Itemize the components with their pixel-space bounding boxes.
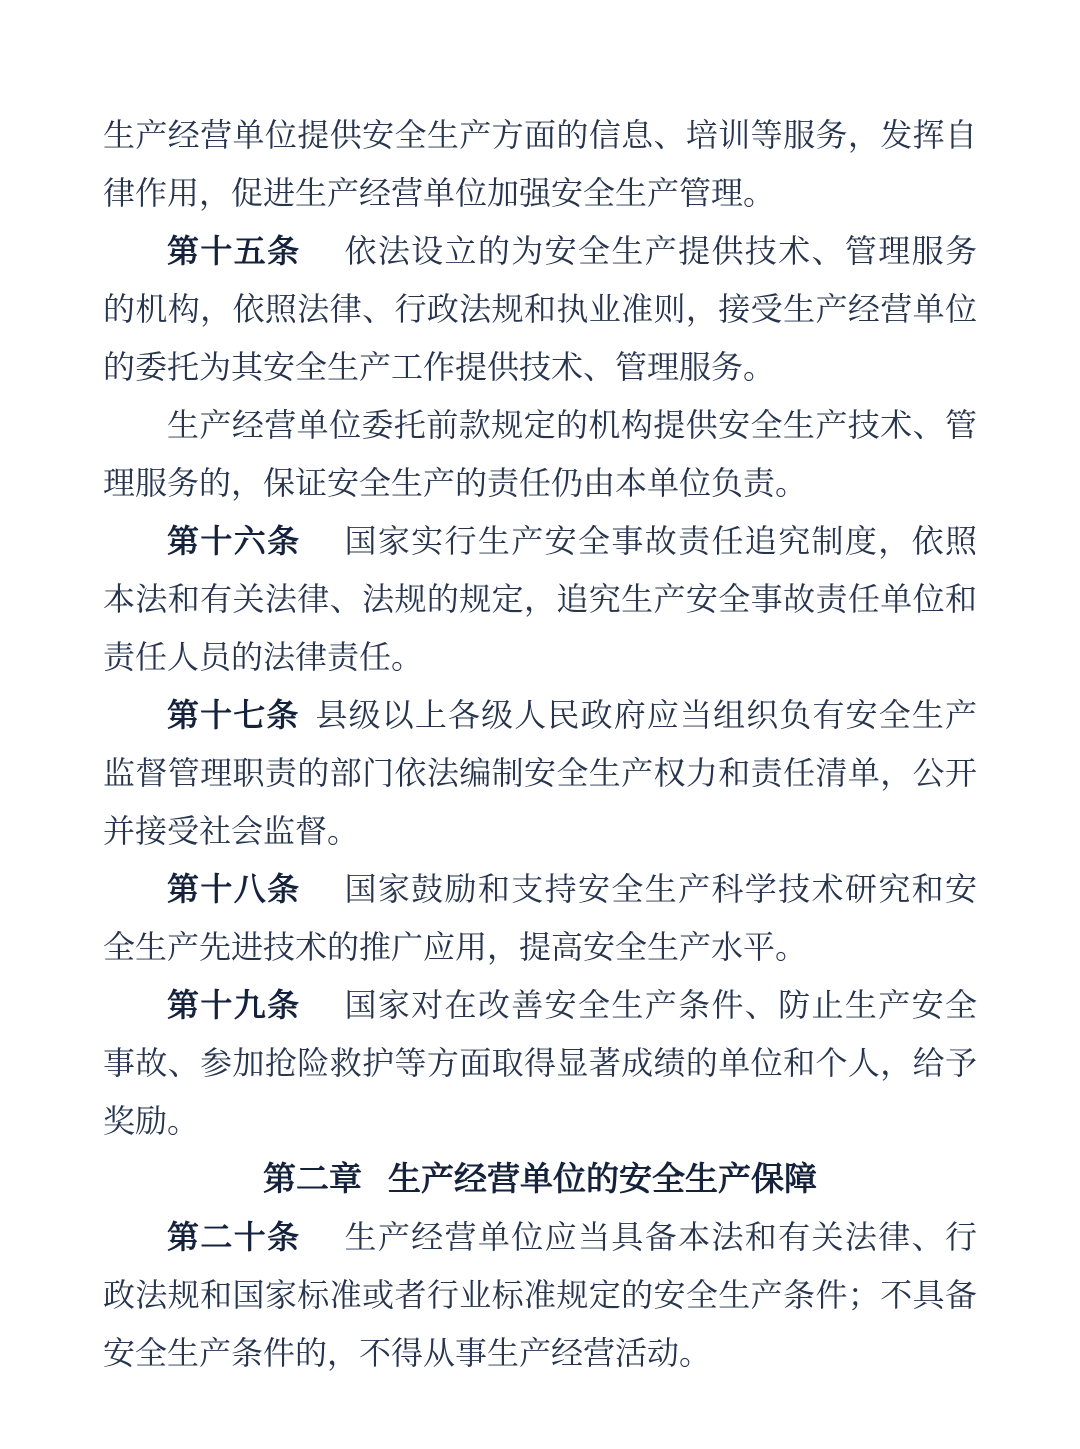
article-20-paragraph	[103, 1208, 977, 1382]
article-16-paragraph	[103, 512, 977, 686]
article-18-text: 国家鼓励和支持安全生产科学技术研究和安全生产先进技术的推广应用，提高安全生产水平。	[103, 871, 977, 965]
chapter-2-heading	[103, 1150, 977, 1208]
article-19-number: 第十九条	[167, 986, 301, 1024]
article-18-paragraph	[103, 860, 977, 976]
article-15-number: 第十五条	[167, 232, 301, 270]
chapter-2-title: 生产经营单位的安全生产保障	[388, 1159, 817, 1198]
paragraph-text: 生产经营单位提供安全生产方面的信息、培训等服务，发挥自律作用，促进生产经营单位加强安全生产管理。	[103, 117, 977, 211]
article-20-text: 生产经营单位应当具备本法和有关法律、行政法规和国家标准或者行业标准规定的安全生产条件；不具备安全生产条件的，不得从事生产经营活动。	[103, 1219, 977, 1371]
article-17-paragraph	[103, 686, 977, 860]
article-20-number: 第二十条	[167, 1218, 301, 1256]
paragraph-continuation	[103, 106, 977, 222]
article-16-number: 第十六条	[167, 522, 301, 560]
article-17-text: 县级以上各级人民政府应当组织负有安全生产监督管理职责的部门依法编制安全生产权力和责任清单，公开并接受社会监督。	[103, 697, 977, 849]
article-15-second-paragraph	[103, 396, 977, 512]
article-17-number: 第十七条	[167, 696, 300, 734]
article-19-paragraph	[103, 976, 977, 1150]
article-18-number: 第十八条	[167, 870, 301, 908]
chapter-2-number: 第二章	[263, 1159, 362, 1198]
article-15-text: 依法设立的为安全生产提供技术、管理服务的机构，依照法律、行政法规和执业准则，接受生产经营单位的委托为其安全生产工作提供技术、管理服务。	[103, 233, 977, 385]
article-16-text: 国家实行生产安全事故责任追究制度，依照本法和有关法律、法规的规定，追究生产安全事故责任单位和责任人员的法律责任。	[103, 523, 977, 675]
paragraph-text: 生产经营单位委托前款规定的机构提供安全生产技术、管理服务的，保证安全生产的责任仍由本单位负责。	[103, 407, 977, 501]
article-19-text: 国家对在改善安全生产条件、防止生产安全事故、参加抢险救护等方面取得显著成绩的单位和个人，给予奖励。	[103, 987, 977, 1139]
article-15-paragraph	[103, 222, 977, 396]
